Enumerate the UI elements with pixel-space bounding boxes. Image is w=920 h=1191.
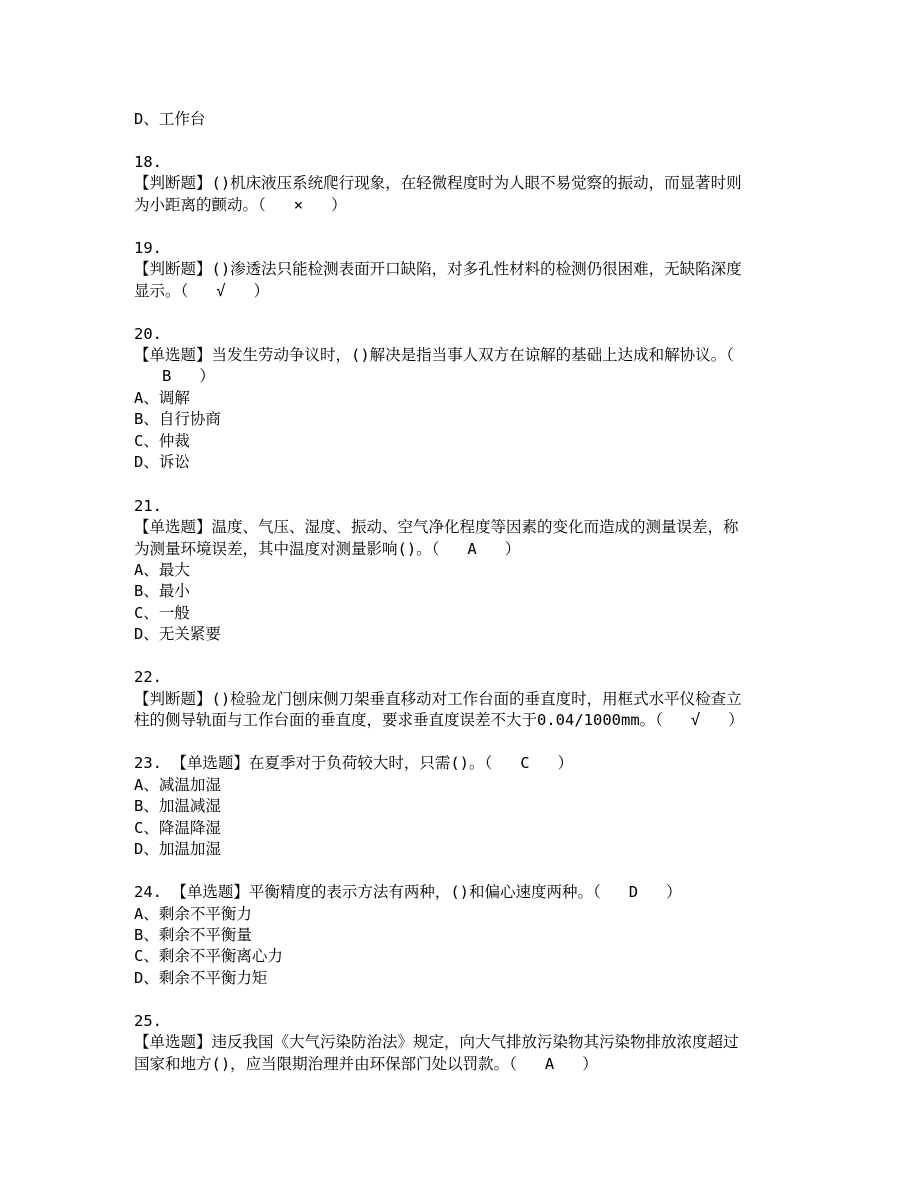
- question-20-answer: B ）: [134, 367, 215, 385]
- question-18-text-line-1: 【判断题】()机床液压系统爬行现象，在轻微程度时为人眼不易觉察的振动，而显著时则: [134, 174, 742, 192]
- question-23-text: 23. 【单选题】在夏季对于负荷较大时，只需()。（ C ）: [134, 754, 574, 772]
- question-19-number: 19.: [134, 239, 162, 257]
- question-18-number: 18.: [134, 153, 162, 171]
- question-21-text-line-1: 【单选题】温度、气压、湿度、振动、空气净化程度等因素的变化而造成的测量误差，称: [134, 518, 739, 536]
- question-19-text-line-1: 【判断题】()渗透法只能检测表面开口缺陷，对多孔性材料的检测仍很困难，无缺陷深度: [134, 260, 742, 278]
- question-20-option-b: B、自行协商: [134, 410, 221, 428]
- question-24-text: 24. 【单选题】平衡精度的表示方法有两种，()和偏心速度两种。（ D ）: [134, 883, 682, 901]
- question-24-option-d: D、剩余不平衡力矩: [134, 969, 268, 987]
- question-24-option-b: B、剩余不平衡量: [134, 926, 252, 944]
- question-19-text-line-2: 显示。（ √ ）: [134, 282, 270, 300]
- question-20-number: 20.: [134, 325, 162, 343]
- question-21-number: 21.: [134, 497, 162, 515]
- question-21-option-c: C、一般: [134, 604, 190, 622]
- question-22-text-line-2: 柱的侧导轨面与工作台面的垂直度，要求垂直度误差不大于0.04/1000mm。（ √ ）: [134, 711, 744, 729]
- question-25-text-line-1: 【单选题】违反我国《大气污染防治法》规定，向大气排放污染物其污染物排放浓度超过: [134, 1033, 739, 1051]
- question-23-option-b: B、加温减湿: [134, 797, 221, 815]
- question-22-text-line-1: 【判断题】()检验龙门刨床侧刀架垂直移动对工作台面的垂直度时，用框式水平仪检查立: [134, 690, 742, 708]
- question-21-option-d: D、无关紧要: [134, 625, 221, 643]
- question-22-number: 22.: [134, 668, 162, 686]
- question-21-text-line-2: 为测量环境误差，其中温度对测量影响()。（ A ）: [134, 540, 521, 558]
- question-20-option-a: A、调解: [134, 389, 190, 407]
- question-24-option-a: A、剩余不平衡力: [134, 905, 252, 923]
- question-25-text-line-2: 国家和地方()，应当限期治理并由环保部门处以罚款。（ A ）: [134, 1055, 598, 1073]
- question-21-option-a: A、最大: [134, 561, 190, 579]
- question-23-option-c: C、降温降湿: [134, 819, 221, 837]
- question-23-option-a: A、减温加湿: [134, 776, 221, 794]
- question-20-option-d: D、诉讼: [134, 453, 190, 471]
- question-20-option-c: C、仲裁: [134, 432, 190, 450]
- question-18-text-line-2: 为小距离的颤动。（ × ）: [134, 196, 347, 214]
- question-20-text-line-1: 【单选题】当发生劳动争议时，()解决是指当事人双方在谅解的基础上达成和解协议。（: [134, 346, 734, 364]
- question-25-number: 25.: [134, 1012, 162, 1030]
- question-24-option-c: C、剩余不平衡离心力: [134, 947, 283, 965]
- question-23-option-d: D、加温加湿: [134, 840, 221, 858]
- option-d-q17: D、工作台: [134, 110, 206, 128]
- question-21-option-b: B、最小: [134, 582, 190, 600]
